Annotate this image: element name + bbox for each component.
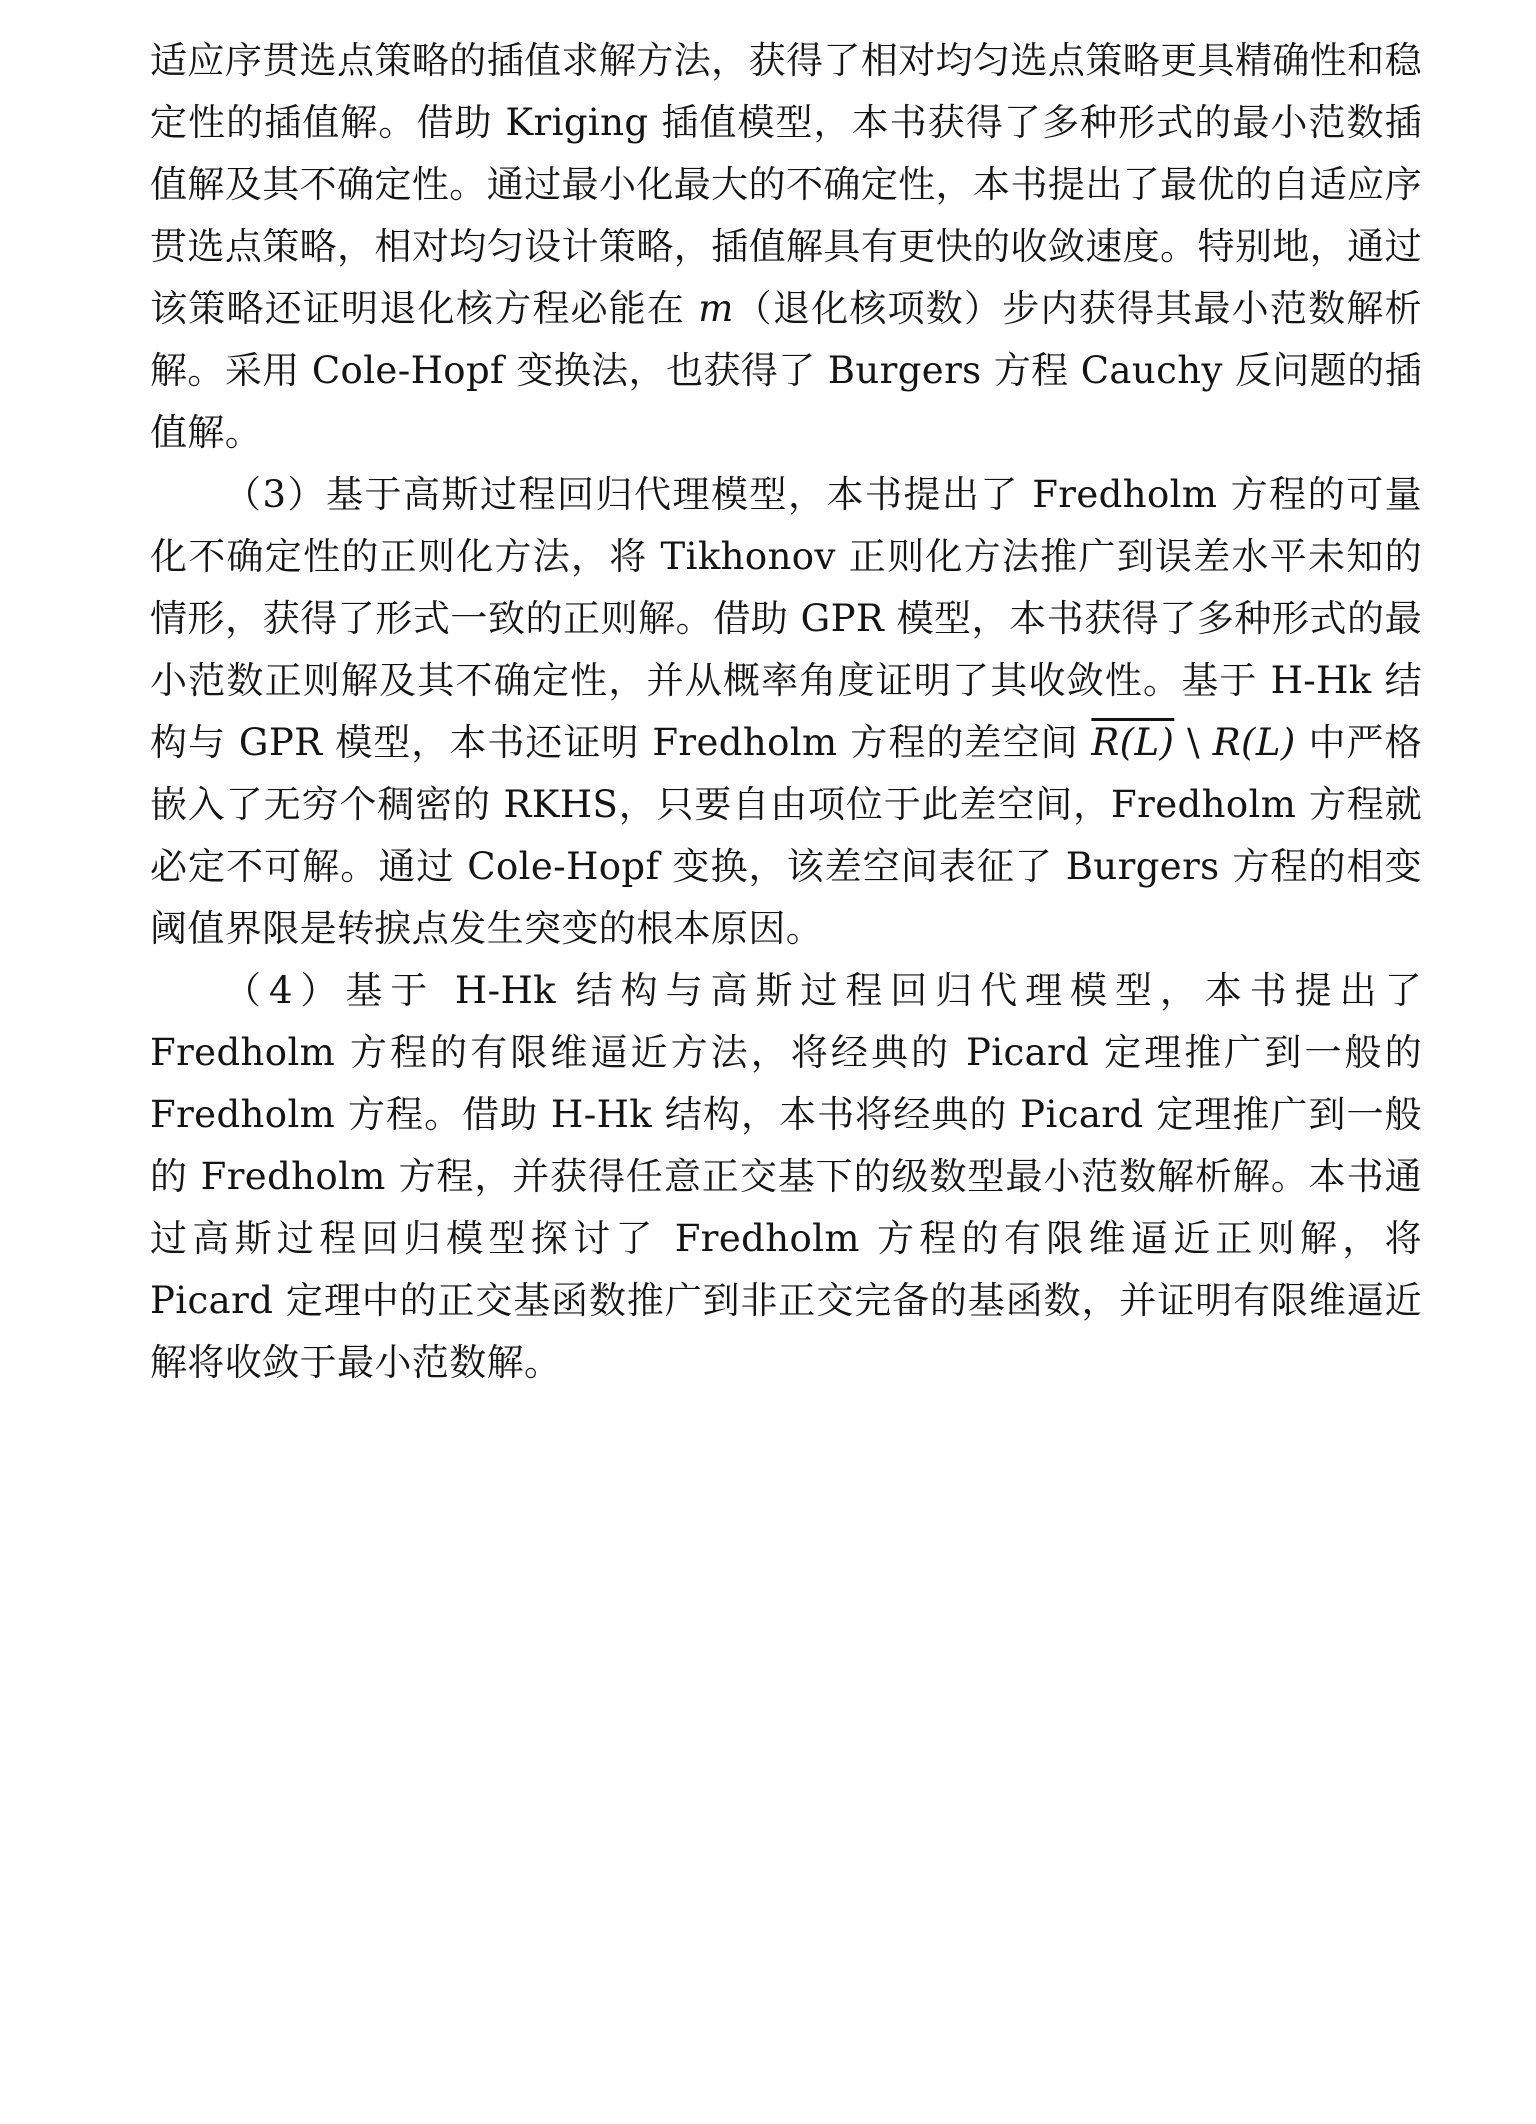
text-segment: （3）基于高斯过程回归代理模型，本书提出了 Fredholm 方程的可量化不确定性的正则化方法，将 Tikhonov 正则化方法推广到误差水平未知的情形，获得了形式一致的正则解。借助 GPR 模型，本书获得了多种形式的最小范数正则解及其不确定性，并从概率角度证明了其收敛性。基于 H-Hk 结构与 GPR 模型，本书还证明 Fredholm 方程的差空间 <box>150 473 1422 764</box>
math-range: R(L) <box>1212 721 1296 764</box>
text-segment: （4）基于 H-Hk 结构与高斯过程回归代理模型，本书提出了 Fredholm 方程的有限维逼近方法，将经典的 Picard 定理推广到一般的 Fredholm 方程。借助 H-Hk 结构，本书将经典的 Picard 定理推广到一般的 Fredholm 方程，并获得任意正交基下的级数型最小范数解析解。本书通过高斯过程回归模型探讨了 Fredholm 方程的有限维逼近正则解，将 Picard 定理中的正交基函数推广到非正交完备的基函数，并证明有限维逼近解将收敛于最小范数解。 <box>150 969 1422 1384</box>
text-segment: （退化核项数）步内获得其最小范数解析解。采用 Cole-Hopf 变换法，也获得了 Burgers 方程 Cauchy 反问题的插值解。 <box>150 287 1422 454</box>
math-closure-range: R(L) <box>1091 721 1175 764</box>
text-segment: 中严格嵌入了无穷个稠密的 RKHS，只要自由项位于此差空间，Fredholm 方程就必定不可解。通过 Cole-Hopf 变换，该差空间表征了 Burgers 方程的相变阈值界限是转捩点发生突变的根本原因。 <box>150 721 1422 950</box>
paragraph-item-4 <box>150 960 1422 1394</box>
math-set-difference: \ <box>1174 721 1213 764</box>
paragraph-interpolation-summary <box>150 30 1422 464</box>
text-segment: 适应序贯选点策略的插值求解方法，获得了相对均匀选点策略更具精确性和稳定性的插值解。借助 Kriging 插值模型，本书获得了多种形式的最小范数插值解及其不确定性。通过最小化最大的不确定性，本书提出了最优的自适应序贯选点策略，相对均匀设计策略，插值解具有更快的收敛速度。特别地，通过该策略还证明退化核方程必能在 <box>150 39 1422 330</box>
math-variable-m: m <box>698 287 734 330</box>
document-page <box>150 30 1422 1394</box>
paragraph-item-3 <box>150 464 1422 960</box>
